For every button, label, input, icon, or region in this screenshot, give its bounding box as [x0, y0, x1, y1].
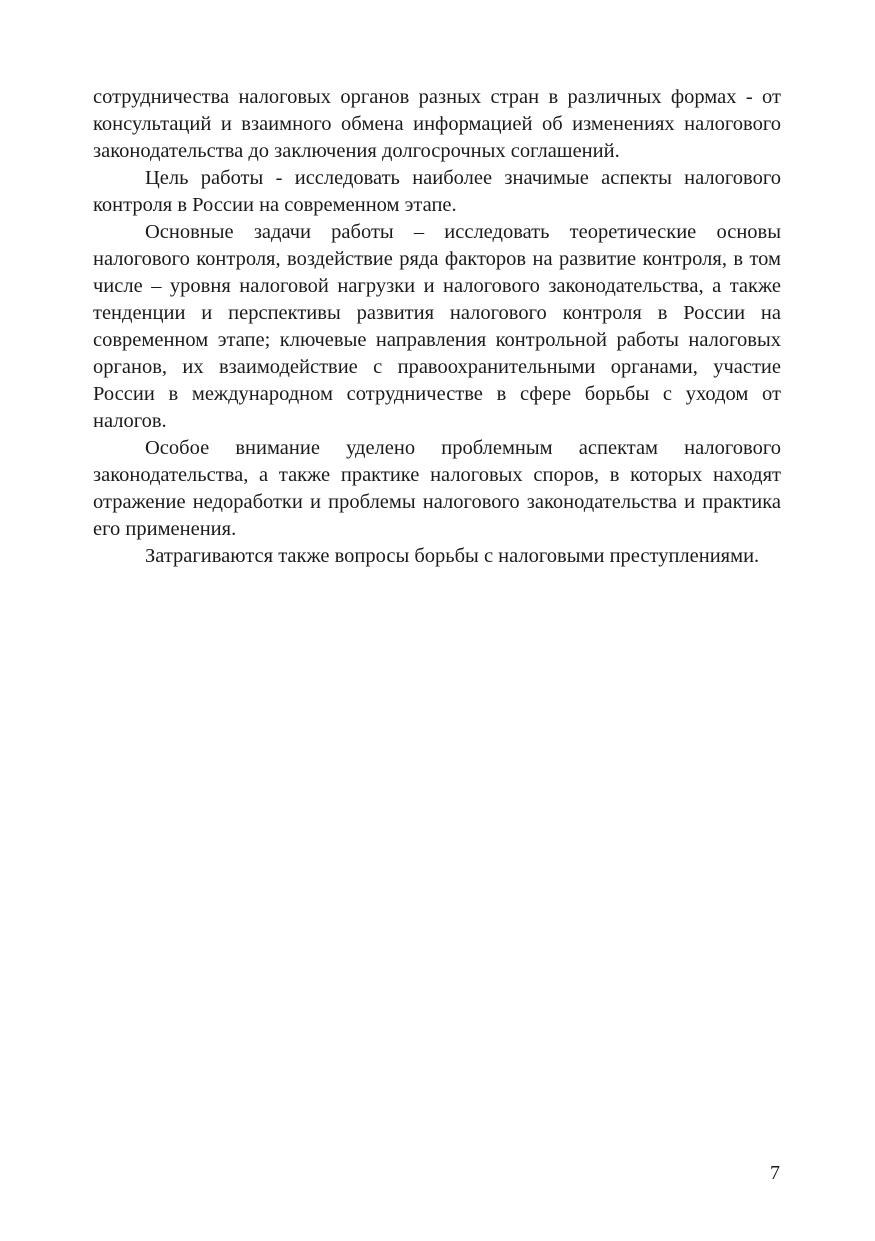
paragraph-focus: Особое внимание уделено проблемным аспектам налогового законодательства, а также практике налоговых споров, в которых находят отражение недоработки и проблемы налогового законодательства и практика его применения. [93, 437, 781, 540]
page-number: 7 [770, 1162, 780, 1184]
paragraph-continuation: сотрудничества налоговых органов разных стран в различных формах - от консультаций и взаимного обмена информацией об изменениях налогового законодательства до заключения долгосрочных соглашений. [93, 86, 781, 162]
document-body [93, 84, 781, 570]
paragraph-goal: Цель работы - исследовать наиболее значимые аспекты налогового контроля в России на современном этапе. [93, 167, 781, 216]
paragraph-tasks: Основные задачи работы – исследовать теоретические основы налогового контроля, воздействие ряда факторов на развитие контроля, в том числе – уровня налоговой нагрузки и налогового законодательства, а также тенденции и перспективы развития налогового контроля в России на современном этапе; ключевые направления контрольной работы налоговых органов, их взаимодействие с правоохранительными органами, участие России в международном сотрудничестве в сфере борьбы с уходом от налогов. [93, 221, 781, 432]
paragraph-crimes: Затрагиваются также вопросы борьбы с налоговыми преступлениями. [145, 545, 760, 567]
